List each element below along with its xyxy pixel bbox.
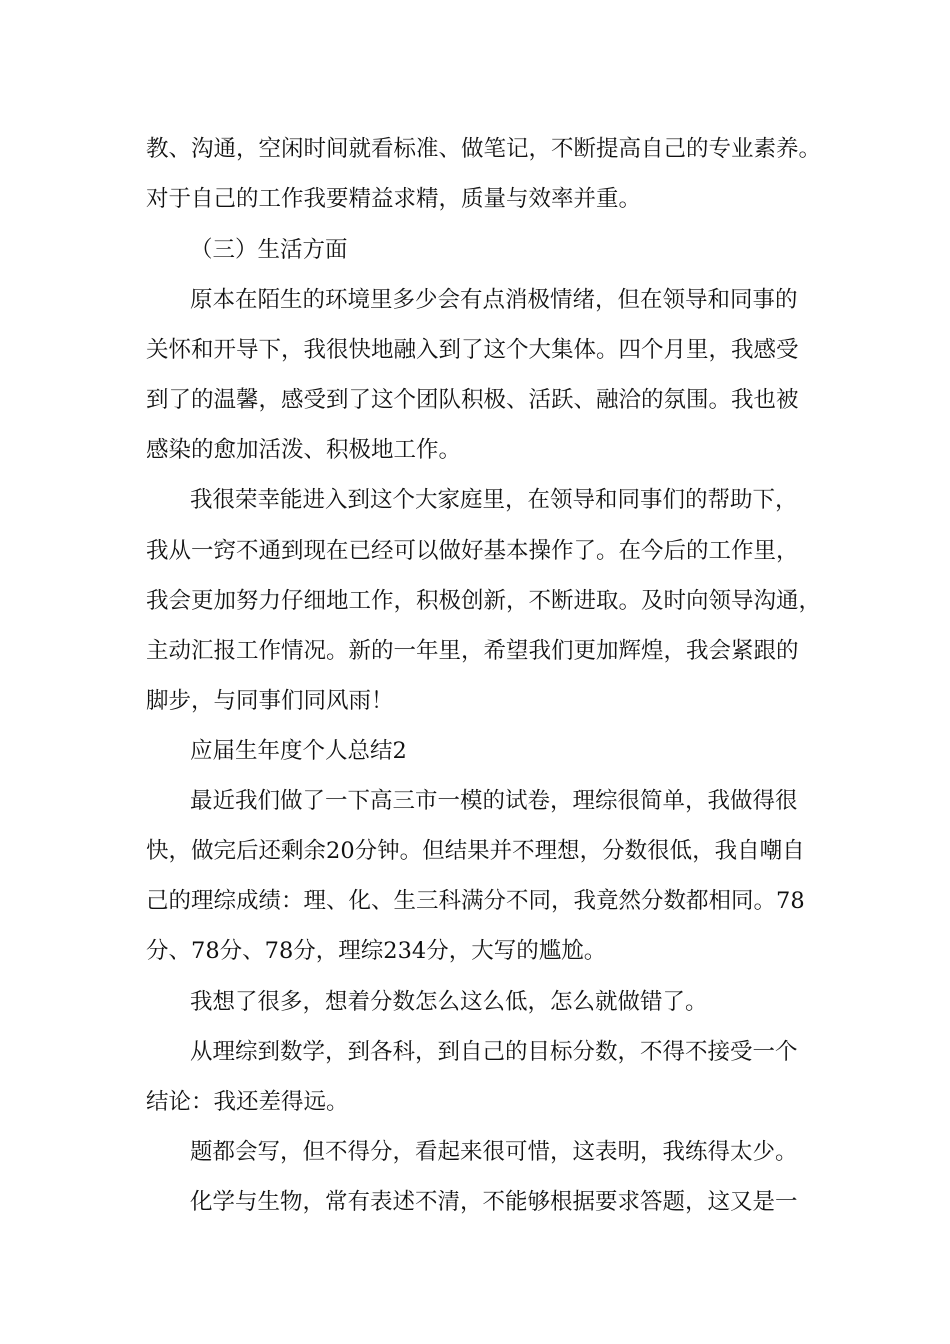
paragraph-first-line: 我想了很多，想着分数怎么这么低，怎么就做错了。 xyxy=(190,989,708,1015)
text-line: 脚步，与同事们同风雨！ xyxy=(146,688,394,714)
text-line: 快，做完后还剩余20分钟。但结果并不理想，分数很低，我自嘲自 xyxy=(146,838,805,864)
text-line: 己的理综成绩：理、化、生三科满分不同，我竟然分数都相同。78 xyxy=(146,888,805,914)
section-title: 应届生年度个人总结2 xyxy=(190,738,407,764)
text-line: 我会更加努力仔细地工作，积极创新，不断进取。及时向领导沟通， xyxy=(146,588,822,614)
paragraph-first-line: 原本在陌生的环境里多少会有点消极情绪，但在领导和同事的 xyxy=(190,287,798,313)
text-line: 我从一窍不通到现在已经可以做好基本操作了。在今后的工作里， xyxy=(146,538,799,564)
paragraph-first-line: 化学与生物，常有表述不清，不能够根据要求答题，这又是一 xyxy=(190,1189,798,1215)
section-heading: （三）生活方面 xyxy=(190,237,348,263)
text-line: 感染的愈加活泼、积极地工作。 xyxy=(146,437,462,463)
paragraph-first-line: 题都会写，但不得分，看起来很可惜，这表明，我练得太少。 xyxy=(190,1139,798,1165)
text-line: 到了的温馨，感受到了这个团队积极、活跃、融洽的氛围。我也被 xyxy=(146,387,799,413)
text-line: 教、沟通，空闲时间就看标准、做笔记，不断提高自己的专业素养。 xyxy=(146,136,822,162)
text-line: 主动汇报工作情况。新的一年里，希望我们更加辉煌，我会紧跟的 xyxy=(146,638,799,664)
text-line: 结论：我还差得远。 xyxy=(146,1089,349,1115)
paragraph-first-line: 我很荣幸能进入到这个大家庭里，在领导和同事们的帮助下， xyxy=(190,487,798,513)
paragraph-first-line: 最近我们做了一下高三市一模的试卷，理综很简单，我做得很 xyxy=(190,788,798,814)
text-line: 关怀和开导下，我很快地融入到了这个大集体。四个月里，我感受 xyxy=(146,337,799,363)
text-line: 分、78分、78分，理综234分，大写的尴尬。 xyxy=(146,938,607,964)
text-line: 对于自己的工作我要精益求精，质量与效率并重。 xyxy=(146,186,642,212)
paragraph-first-line: 从理综到数学，到各科，到自己的目标分数，不得不接受一个 xyxy=(190,1039,798,1065)
